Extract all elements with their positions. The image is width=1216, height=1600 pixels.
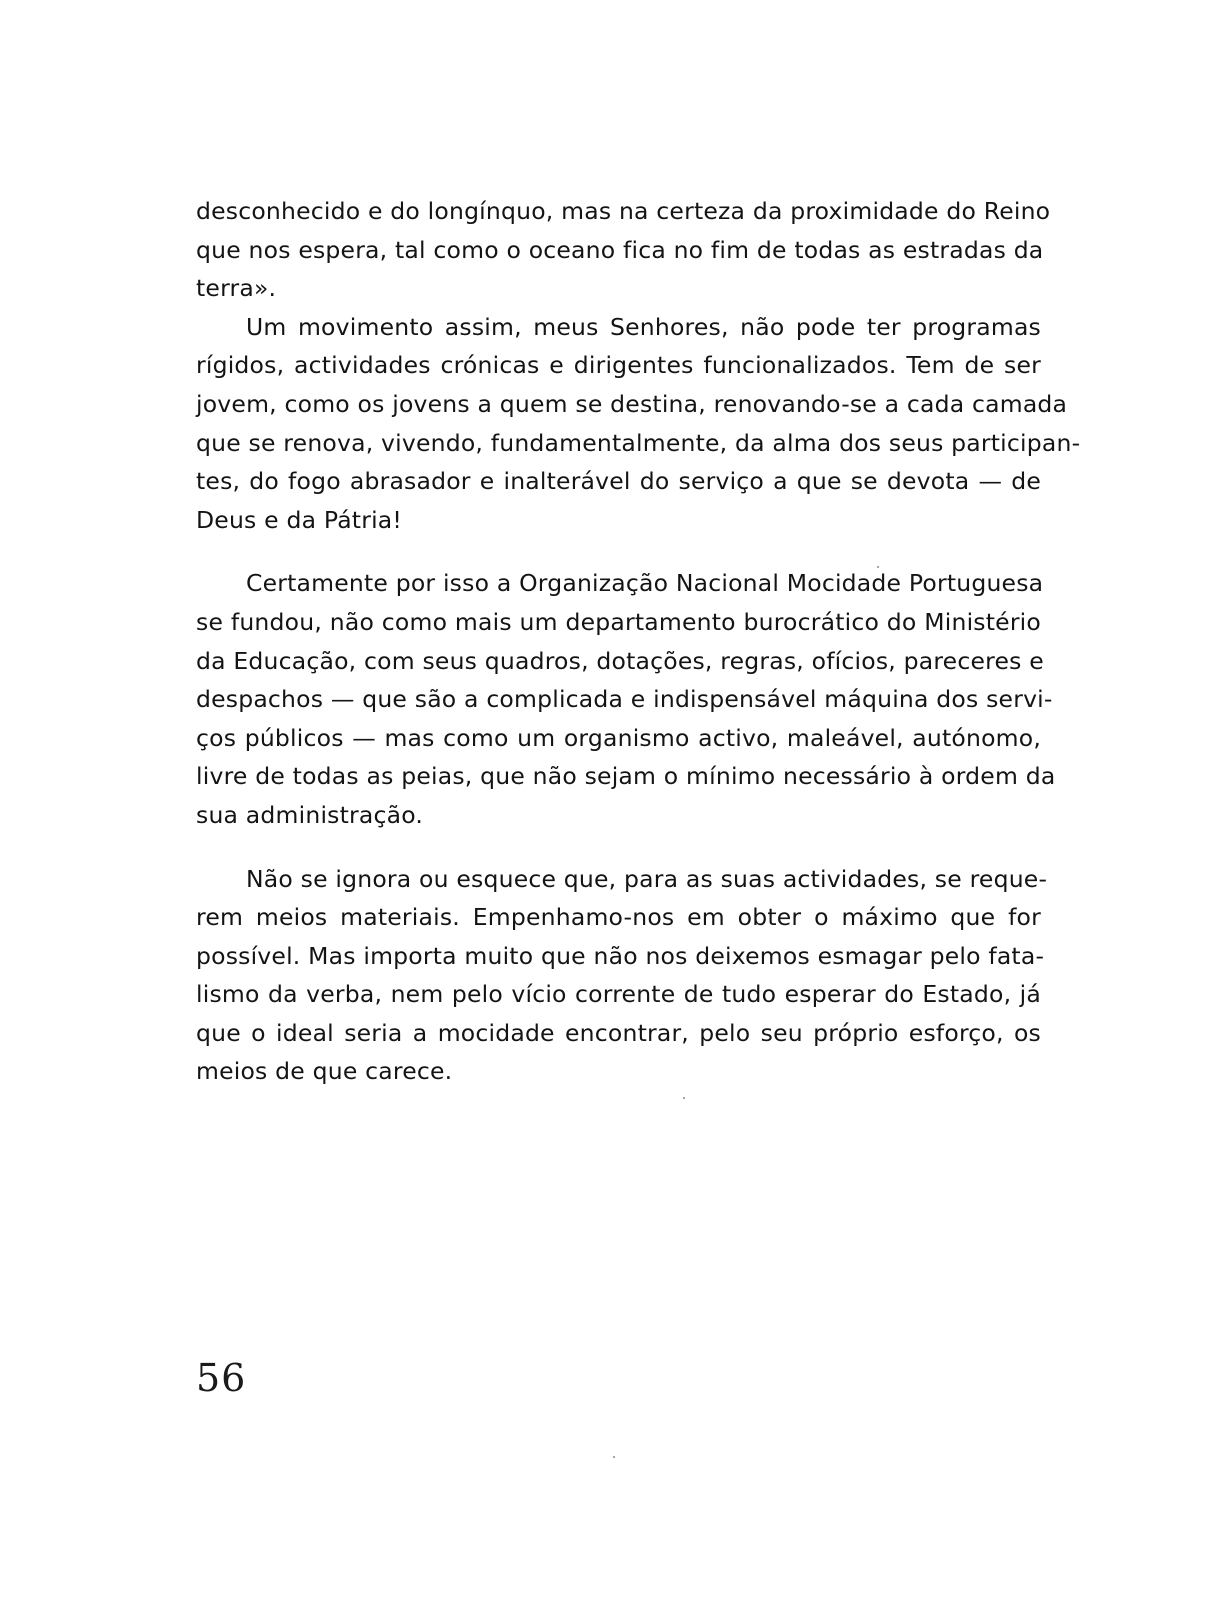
text-line: terra».	[196, 274, 277, 303]
paragraph-gap	[196, 835, 1041, 860]
text-line: despachos — que são a complicada e indispensável máquina dos servi-	[196, 685, 1053, 714]
text-line: Não se ignora ou esquece que, para as suas actividades, se reque-	[246, 864, 1048, 893]
text-line: Certamente por isso a Organização Nacional Mocidade Portuguesa	[246, 569, 1044, 598]
text-line: rígidos, actividades crónicas e dirigentes funcionalizados. Tem de ser	[196, 351, 1041, 380]
text-line: da Educação, com seus quadros, dotações, regras, ofícios, pareceres e	[196, 646, 1044, 675]
scan-speck	[683, 1097, 685, 1099]
paragraph-4	[196, 860, 1048, 1092]
paragraph-2	[196, 308, 1081, 540]
text-line: tes, do fogo abrasador e inalterável do serviço a que se devota — de	[196, 467, 1041, 496]
text-line: que o ideal seria a mocidade encontrar, pelo seu próprio esforço, os	[196, 1018, 1041, 1047]
paragraph-3	[196, 564, 1056, 834]
text-line: sua administração.	[196, 800, 424, 829]
text-line: jovem, como os jovens a quem se destina, renovando-se a cada camada	[196, 389, 1068, 418]
paragraph-gap	[196, 539, 1041, 564]
text-line: livre de todas as peias, que não sejam o mínimo necessário à ordem da	[196, 762, 1056, 791]
text-line: se fundou, não como mais um departamento burocrático do Ministério	[196, 607, 1041, 636]
page-number: 56	[196, 1356, 247, 1400]
text-line: Deus e da Pátria!	[196, 505, 403, 534]
text-line: ços públicos — mas como um organismo activo, maleável, autónomo,	[196, 723, 1041, 752]
scan-speck	[613, 1456, 615, 1458]
text-line: possível. Mas importa muito que não nos deixemos esmagar pelo fata-	[196, 941, 1045, 970]
text-line: lismo da verba, nem pelo vício corrente de tudo esperar do Estado, já	[196, 980, 1041, 1009]
body-text	[196, 192, 1081, 1091]
scan-speck	[877, 566, 879, 568]
text-line: desconhecido e do longínquo, mas na certeza da proximidade do Reino	[196, 197, 1051, 225]
text-line: que nos espera, tal como o oceano fica no fim de todas as estradas da	[196, 235, 1044, 264]
text-line: meios de que carece.	[196, 1057, 453, 1086]
text-line: rem meios materiais. Empenhamo-nos em obter o máximo que for	[196, 903, 1041, 932]
paragraph-1	[196, 192, 1051, 308]
text-line: que se renova, vivendo, fundamentalmente, da alma dos seus participan-	[196, 428, 1081, 457]
text-line: Um movimento assim, meus Senhores, não pode ter programas	[246, 312, 1041, 341]
